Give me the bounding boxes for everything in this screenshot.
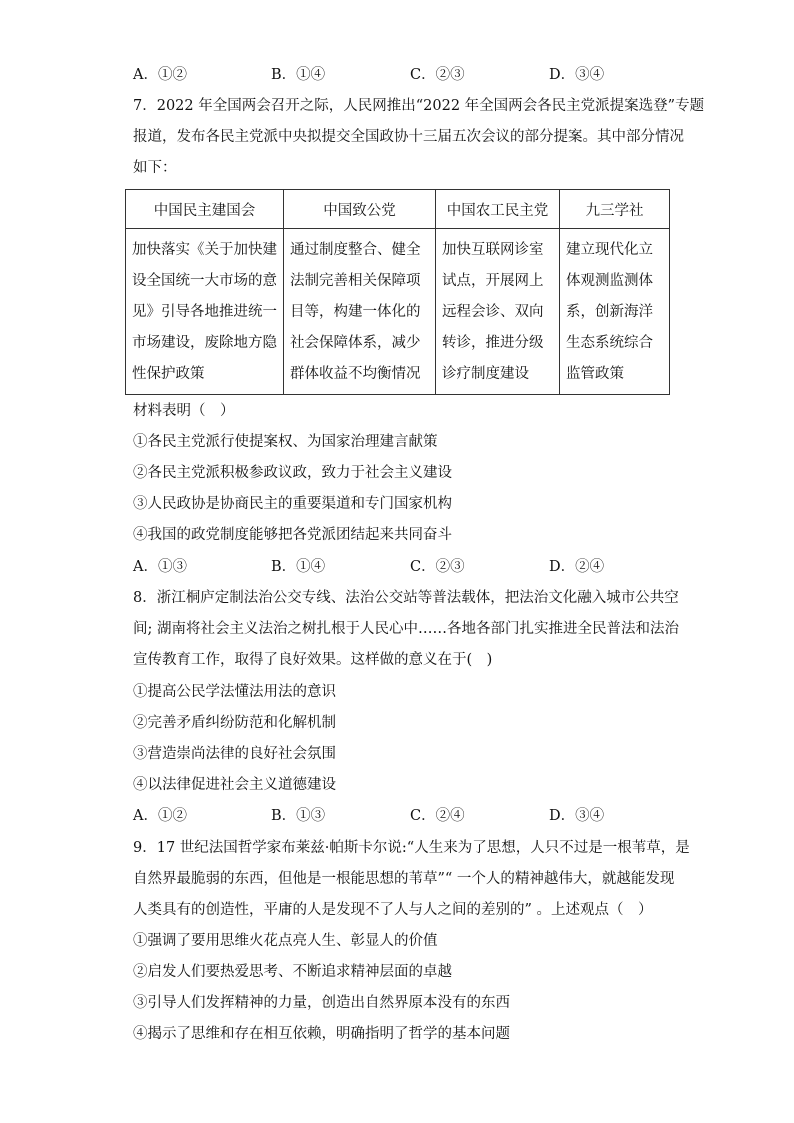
q9-stem-line-2: 自然界最脆弱的东西，但他是一根能思想的苇草”“ 一个人的精神越伟大，就越能发现: [133, 871, 675, 887]
q7-prompt: 材料表明（ ）: [133, 403, 235, 419]
q7-proposal-table: [125, 189, 670, 395]
q9-stem-line-3: 人类具有的创造性，平庸的人是发现不了人与人之间的差别的” 。上述观点（ ）: [133, 902, 653, 918]
q7-stem-line-3: 如下：: [133, 160, 177, 176]
q6-option-c: C．②③: [410, 67, 465, 83]
table-cell: 通过制度整合、健全法制完善相关保障项目等，构建一体化的社会保障体系，减少群体收益不均衡情况: [284, 229, 436, 395]
q8-option-a: A．①②: [133, 808, 187, 824]
table-header-cell: 中国农工民主党: [436, 190, 560, 229]
q7-stem-line-1: 7．2022 年全国两会召开之际，人民网推出“2022 年全国两会各民主党派提案选登”专题: [133, 98, 705, 114]
q8-option-b: B．①③: [271, 808, 326, 824]
q6-option-d: D．③④: [549, 67, 605, 83]
q7-option-a: A．①③: [133, 559, 187, 575]
q8-stem-line-2: 间; 湖南将社会主义法治之树扎根于人民心中……各地各部门扎实推进全民普法和法治: [133, 621, 679, 637]
q9-item-1: ①强调了要用思维火花点亮人生、彰显人的价值: [133, 933, 438, 949]
q8-option-d: D．③④: [549, 808, 605, 824]
q9-item-4: ④揭示了思维和存在相互依赖，明确指明了哲学的基本问题: [133, 1026, 510, 1042]
q8-item-3: ③营造崇尚法律的良好社会氛围: [133, 746, 336, 762]
q9-item-3: ③引导人们发挥精神的力量，创造出自然界原本没有的东西: [133, 995, 510, 1011]
table-row: [126, 229, 670, 395]
table-cell: 加快互联网诊室试点，开展网上远程会诊、双向转诊，推进分级诊疗制度建设: [436, 229, 560, 395]
q7-options: [133, 557, 693, 577]
q7-option-d: D．②④: [549, 559, 605, 575]
table-header-row: [126, 190, 670, 229]
q6-options: [133, 65, 693, 85]
q8-item-2: ②完善矛盾纠纷防范和化解机制: [133, 715, 336, 731]
q7-item-4: ④我国的政党制度能够把各党派团结起来共同奋斗: [133, 527, 452, 543]
q6-option-b: B．①④: [271, 67, 326, 83]
q8-option-c: C．②④: [410, 808, 465, 824]
table-header-cell: 中国致公党: [284, 190, 436, 229]
q8-item-4: ④以法律促进社会主义道德建设: [133, 777, 336, 793]
q6-option-a: A．①②: [133, 67, 187, 83]
table-cell: 建立现代化立体观测监测体系，创新海洋生态系统综合监管政策: [560, 229, 670, 395]
q7-option-c: C．②③: [410, 559, 465, 575]
q7-stem-line-2: 报道，发布各民主党派中央拟提交全国政协十三届五次会议的部分提案。其中部分情况: [133, 129, 684, 145]
q7-item-2: ②各民主党派积极参政议政，致力于社会主义建设: [133, 465, 452, 481]
q7-option-b: B．①④: [271, 559, 326, 575]
q8-stem-line-1: 8．浙江桐庐定制法治公交专线、法治公交站等普法载体，把法治文化融入城市公共空: [133, 590, 679, 606]
q8-item-1: ①提高公民学法懂法用法的意识: [133, 684, 336, 700]
q9-stem-line-1: 9．17 世纪法国哲学家布莱兹·帕斯卡尔说:“人生来为了思想，人只不过是一根苇草，是: [133, 840, 690, 856]
table-header-cell: 中国民主建国会: [126, 190, 284, 229]
q8-options: [133, 806, 693, 826]
q9-item-2: ②启发人们要热爱思考、不断追求精神层面的卓越: [133, 964, 452, 980]
q7-item-1: ①各民主党派行使提案权、为国家治理建言献策: [133, 434, 438, 450]
q8-stem-line-3: 宣传教育工作，取得了良好效果。这样做的意义在于( ): [133, 652, 493, 668]
table-cell: 加快落实《关于加快建设全国统一大市场的意见》引导各地推进统一市场建设，废除地方隐性保护政策: [126, 229, 284, 395]
table-header-cell: 九三学社: [560, 190, 670, 229]
q7-item-3: ③人民政协是协商民主的重要渠道和专门国家机构: [133, 496, 452, 512]
